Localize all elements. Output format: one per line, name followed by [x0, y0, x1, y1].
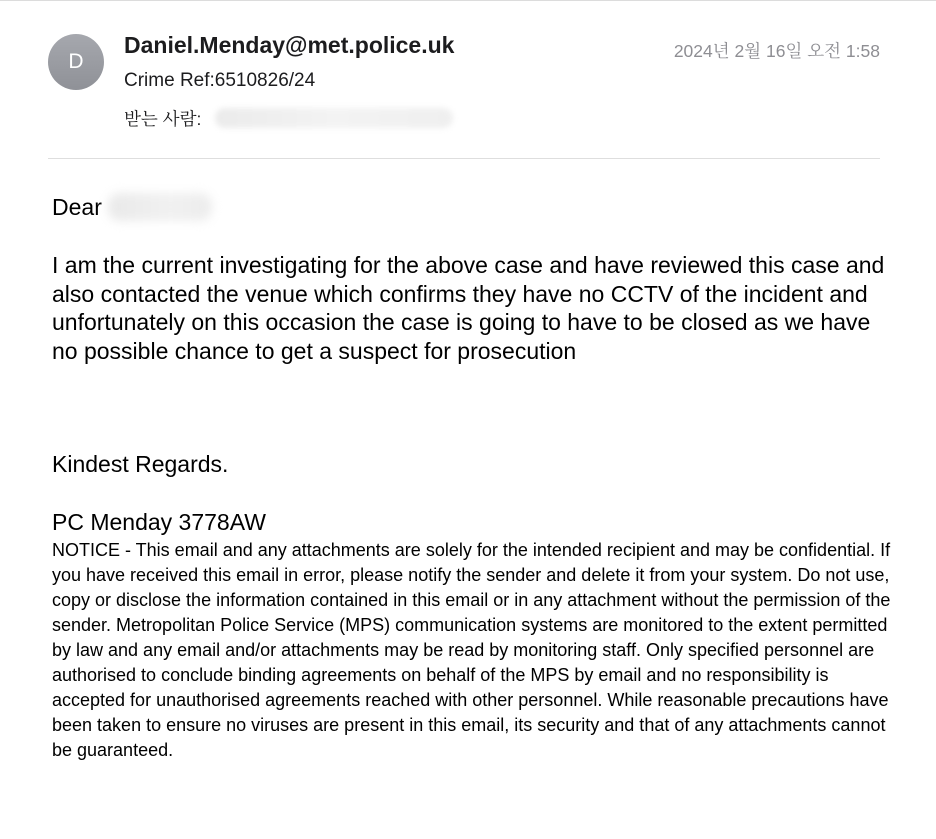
- recipient-label: 받는 사람:: [124, 108, 202, 129]
- closing: Kindest Regards.: [52, 451, 229, 477]
- top-border: [0, 0, 936, 1]
- greeting-row: [52, 192, 212, 222]
- email-subject: Crime Ref:6510826/24: [124, 70, 316, 91]
- legal-notice: NOTICE - This email and any attachments are solely for the intended recipient and may be confidential. If you have received this email in error, please notify the sender and delete it from your system. Do not use, copy or disclose the information contained in this email or in any attachment without the permission of the sender. Metropolitan Police Service (MPS) communication systems are monitored to the extent permitted by law and any email and/or attachments may be read by monitoring staff. Only specified personnel are authorised to conclude binding agreements on behalf of the MPS by email and no responsibility is accepted for unauthorised agreements reached with other personnel. While reasonable precautions have been taken to ensure no viruses are present in this email, its security and that of any attachments cannot be guaranteed.: [52, 540, 891, 760]
- message-paragraph: I am the current investigating for the above case and have reviewed this case and also contacted the venue which confirms they have no CCTV of the incident and unfortunately on this occasion the case is going to have to be closed as we have no possible chance to get a suspect for prosecution: [52, 252, 885, 364]
- avatar[interactable]: [48, 34, 104, 90]
- recipient-row: [124, 106, 453, 130]
- avatar-initial: D: [68, 50, 84, 73]
- sent-date: 2024년 2월 16일 오전 1:58: [673, 41, 880, 61]
- header-divider: [48, 158, 880, 159]
- greeting: Dear: [52, 193, 102, 220]
- recipient-redacted[interactable]: [215, 108, 453, 128]
- recipient-name-redacted: [108, 193, 212, 221]
- sender-address[interactable]: Daniel.Menday@met.police.uk: [124, 32, 455, 58]
- signature: PC Menday 3778AW: [52, 509, 266, 535]
